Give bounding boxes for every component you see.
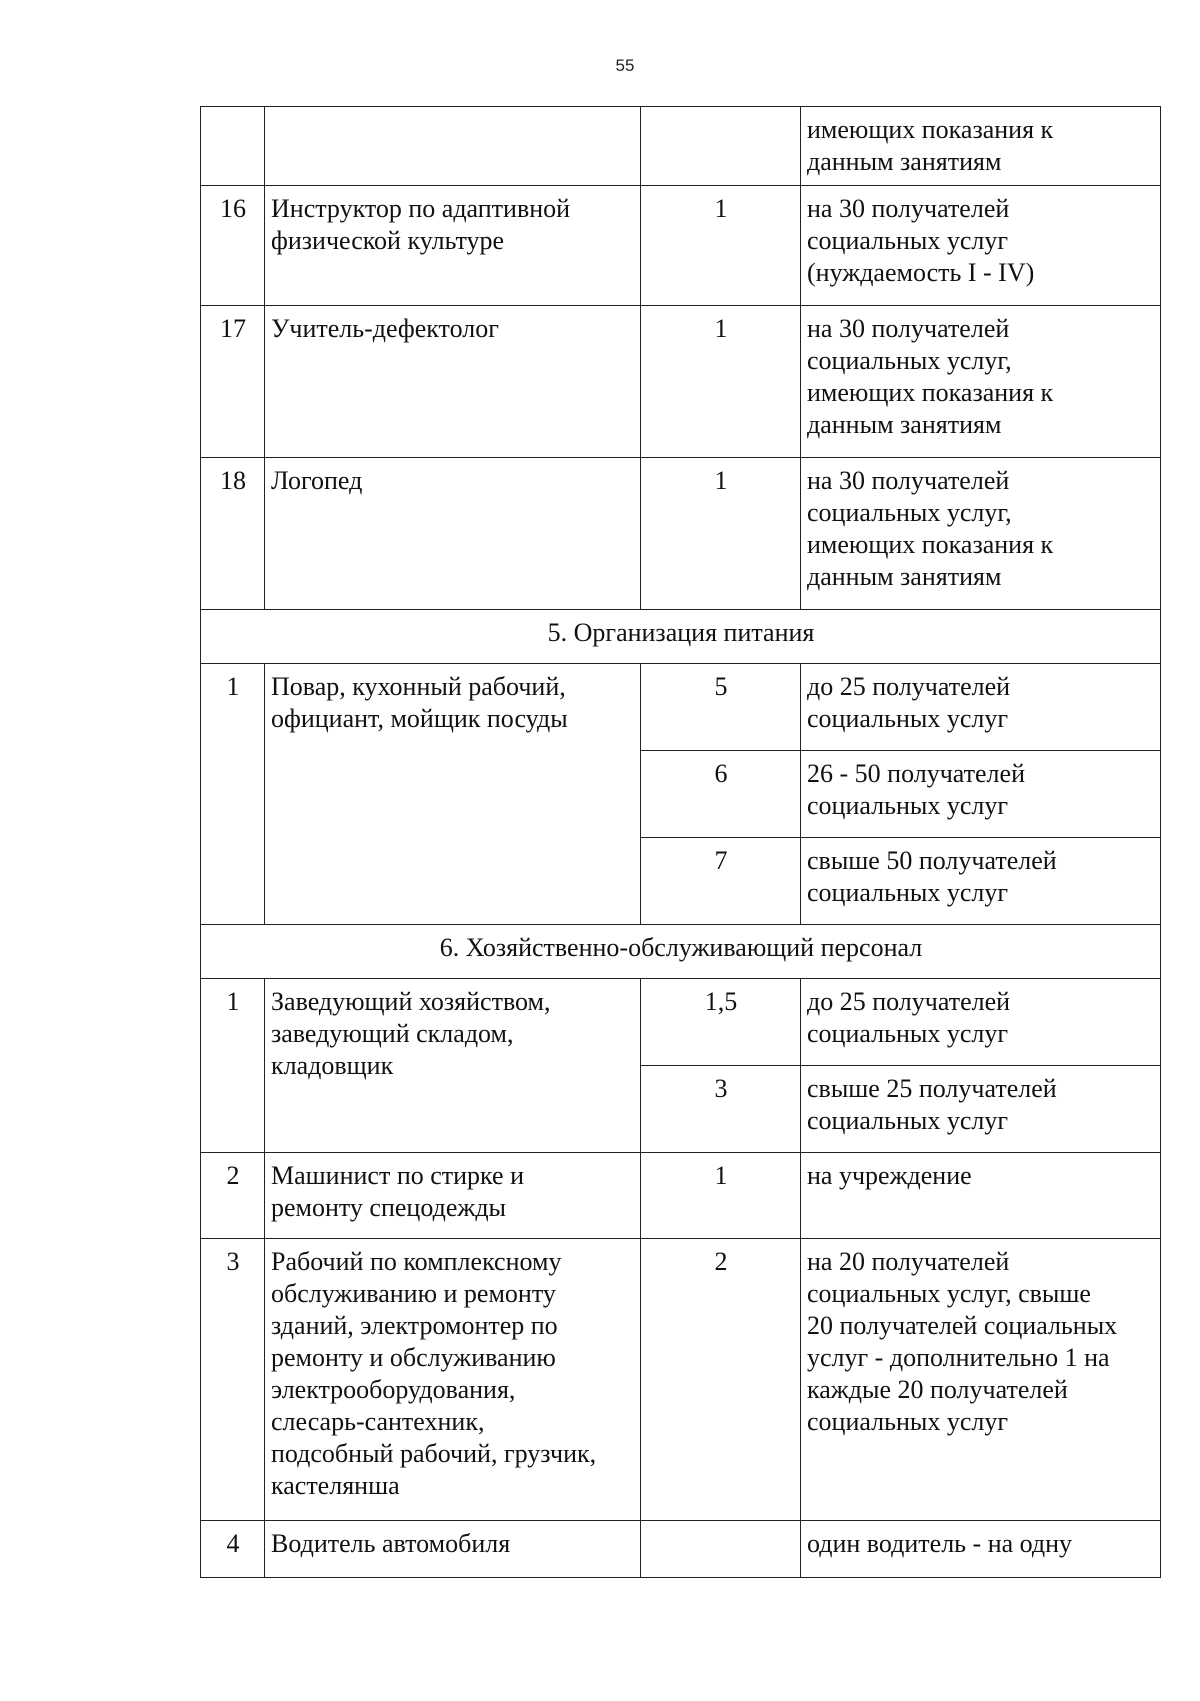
position-title: Заведующий хозяйством, заведующий складом, кладовщик [265,979,641,1153]
section-title: 6. Хозяйственно-обслуживающий персонал [201,925,1161,979]
staffing-norm: до 25 получателей социальных услуг [801,664,1161,751]
staffing-norm: свыше 50 получателей социальных услуг [801,838,1161,925]
staff-count [641,1521,801,1578]
position-title: Инструктор по адаптивной физической культуре [265,186,641,306]
staff-count: 1,5 [641,979,801,1066]
row-number [201,107,265,186]
staffing-norm: на учреждение [801,1153,1161,1239]
table-row [201,306,1161,458]
staff-count: 1 [641,458,801,610]
staff-count: 2 [641,1239,801,1521]
table-row [201,186,1161,306]
staff-count: 6 [641,751,801,838]
staffing-norm: имеющих показания к данным занятиям [801,107,1161,186]
staffing-norm: один водитель - на одну [801,1521,1161,1578]
staffing-norm: на 30 получателей социальных услуг, имеющих показания к данным занятиям [801,306,1161,458]
section-header-row [201,610,1161,664]
section-header-row [201,925,1161,979]
staffing-norm: на 30 получателей социальных услуг (нуждаемость I - IV) [801,186,1161,306]
table-row [201,1239,1161,1521]
staff-count: 5 [641,664,801,751]
table-row [201,1153,1161,1239]
row-number: 4 [201,1521,265,1578]
row-number: 2 [201,1153,265,1239]
position-title: Учитель-дефектолог [265,306,641,458]
section-title: 5. Организация питания [201,610,1161,664]
position-title [265,107,641,186]
table-row [201,979,1161,1066]
page-number: 55 [615,56,635,75]
table-row [201,107,1161,186]
position-title: Повар, кухонный рабочий, официант, мойщик посуды [265,664,641,925]
row-number: 18 [201,458,265,610]
staff-count: 1 [641,1153,801,1239]
table-row [201,458,1161,610]
staffing-norm: на 30 получателей социальных услуг, имеющих показания к данным занятиям [801,458,1161,610]
staffing-norm: свыше 25 получателей социальных услуг [801,1066,1161,1153]
staffing-table [200,106,1161,1578]
staff-count: 3 [641,1066,801,1153]
position-title: Водитель автомобиля [265,1521,641,1578]
position-title: Машинист по стирке и ремонту спецодежды [265,1153,641,1239]
staff-count [641,107,801,186]
table-row [201,1521,1161,1578]
staffing-norm: 26 - 50 получателей социальных услуг [801,751,1161,838]
row-number: 17 [201,306,265,458]
position-title: Рабочий по комплексному обслуживанию и ремонту зданий, электромонтер по ремонту и обслуживанию электрооборудования, слесарь-сантехник, подсобный рабочий, грузчик, кастелянша [265,1239,641,1521]
position-title: Логопед [265,458,641,610]
staffing-norm: до 25 получателей социальных услуг [801,979,1161,1066]
row-number: 16 [201,186,265,306]
row-number: 1 [201,664,265,925]
staffing-norm: на 20 получателей социальных услуг, свыше 20 получателей социальных услуг - дополнительно 1 на каждые 20 получателей социальных услуг [801,1239,1161,1521]
table-row [201,664,1161,751]
staff-count: 7 [641,838,801,925]
row-number: 1 [201,979,265,1153]
staff-count: 1 [641,306,801,458]
row-number: 3 [201,1239,265,1521]
staff-count: 1 [641,186,801,306]
